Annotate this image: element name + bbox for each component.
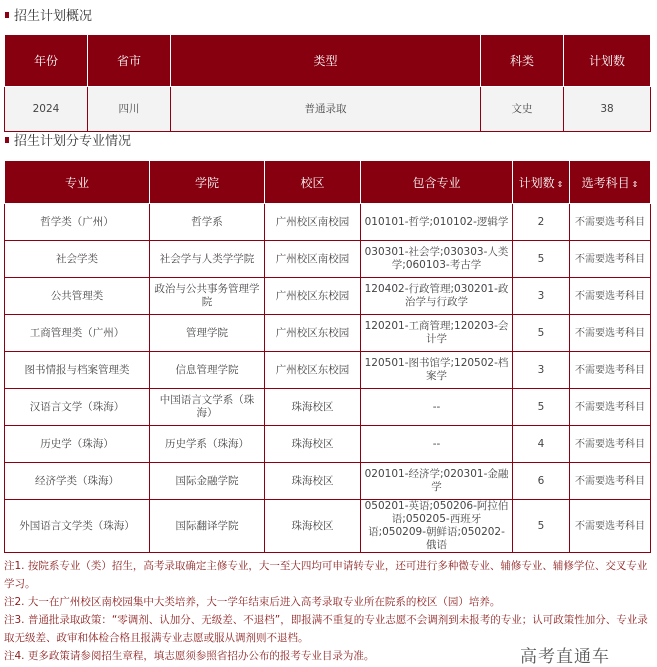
section-title-detail bbox=[5, 130, 131, 149]
cell-category: 文史 bbox=[481, 87, 564, 132]
cell-included-majors: -- bbox=[361, 389, 513, 426]
cell-campus: 广州校区东校园 bbox=[265, 315, 361, 352]
table-row bbox=[5, 278, 651, 315]
sort-icon[interactable]: ⇕ bbox=[631, 179, 639, 189]
cell-subjects: 不需要选考科目 bbox=[570, 204, 651, 241]
header-plan-count-sortable[interactable] bbox=[513, 161, 570, 204]
table-row bbox=[5, 352, 651, 389]
cell-subjects: 不需要选考科目 bbox=[570, 389, 651, 426]
cell-subjects: 不需要选考科目 bbox=[570, 315, 651, 352]
section-title-text: 招生计划概况 bbox=[14, 9, 93, 24]
overview-table bbox=[4, 34, 651, 132]
note-4: 注4. 更多政策请参阅招生章程，填志愿须参照省招办公布的报考专业目录为准。 bbox=[4, 650, 375, 662]
major-plan-table bbox=[4, 160, 651, 553]
section-title-overview bbox=[5, 5, 92, 24]
cell-plan-count: 3 bbox=[513, 278, 570, 315]
cell-subjects: 不需要选考科目 bbox=[570, 278, 651, 315]
cell-college: 历史学系（珠海） bbox=[150, 426, 265, 463]
cell-college: 中国语言文学系（珠海） bbox=[150, 389, 265, 426]
cell-campus: 广州校区东校园 bbox=[265, 278, 361, 315]
table-row bbox=[5, 463, 651, 500]
cell-subjects: 不需要选考科目 bbox=[570, 500, 651, 553]
table-row bbox=[5, 389, 651, 426]
table-row bbox=[5, 426, 651, 463]
cell-campus: 珠海校区 bbox=[265, 463, 361, 500]
header-college: 学院 bbox=[150, 161, 265, 204]
cell-plan-count: 5 bbox=[513, 315, 570, 352]
table-row bbox=[5, 500, 651, 553]
cell-included-majors: 020101-经济学;020301-金融学 bbox=[361, 463, 513, 500]
cell-college: 哲学系 bbox=[150, 204, 265, 241]
cell-major: 外国语言文学类（珠海） bbox=[5, 500, 150, 553]
table-row bbox=[5, 315, 651, 352]
header-year: 年份 bbox=[5, 35, 88, 87]
cell-college: 国际金融学院 bbox=[150, 463, 265, 500]
cell-included-majors: 030301-社会学;030303-人类学;060103-考古学 bbox=[361, 241, 513, 278]
note-3: 注3. 普通批录取政策：“零调剂、认加分、无级差、不退档”，即报满不重复的专业志愿不会调剂到未报考的专业；认可政策性加分、专业录取无级差、政审和体检合格且报满专业志愿或服从调剂则不退档。 bbox=[4, 614, 648, 644]
cell-plan-count: 4 bbox=[513, 426, 570, 463]
cell-plan-count: 38 bbox=[564, 87, 651, 132]
cell-major: 历史学（珠海） bbox=[5, 426, 150, 463]
note-1: 注1. 按院系专业（类）招生，高考录取确定主修专业，大一至大四均可申请转专业，还可进行多种微专业、辅修专业、辅修学位、交叉专业学习。 bbox=[4, 560, 648, 590]
cell-included-majors: -- bbox=[361, 426, 513, 463]
header-major: 专业 bbox=[5, 161, 150, 204]
cell-campus: 广州校区南校园 bbox=[265, 204, 361, 241]
note-2: 注2. 大一在广州校区南校园集中大类培养，大一学年结束后进入高考录取专业所在院系的校区（园）培养。 bbox=[4, 596, 501, 608]
cell-subjects: 不需要选考科目 bbox=[570, 352, 651, 389]
cell-plan-count: 5 bbox=[513, 389, 570, 426]
cell-major: 公共管理类 bbox=[5, 278, 150, 315]
cell-major: 汉语言文学（珠海） bbox=[5, 389, 150, 426]
cell-subjects: 不需要选考科目 bbox=[570, 241, 651, 278]
cell-college: 政治与公共事务管理学院 bbox=[150, 278, 265, 315]
cell-type: 普通录取 bbox=[171, 87, 481, 132]
header-province: 省市 bbox=[88, 35, 171, 87]
cell-plan-count: 6 bbox=[513, 463, 570, 500]
cell-plan-count: 3 bbox=[513, 352, 570, 389]
cell-major: 社会学类 bbox=[5, 241, 150, 278]
header-subjects-sortable[interactable] bbox=[570, 161, 651, 204]
section-title-text: 招生计划分专业情况 bbox=[14, 134, 132, 149]
header-category: 科类 bbox=[481, 35, 564, 87]
cell-subjects: 不需要选考科目 bbox=[570, 426, 651, 463]
table-header-row bbox=[5, 35, 651, 87]
cell-campus: 珠海校区 bbox=[265, 389, 361, 426]
watermark: 高考直通车 bbox=[520, 647, 610, 667]
cell-subjects: 不需要选考科目 bbox=[570, 463, 651, 500]
cell-included-majors: 120402-行政管理;030201-政治学与行政学 bbox=[361, 278, 513, 315]
table-row bbox=[5, 241, 651, 278]
cell-major: 工商管理类（广州） bbox=[5, 315, 150, 352]
cell-campus: 广州校区东校园 bbox=[265, 352, 361, 389]
table-header-row bbox=[5, 161, 651, 204]
cell-included-majors: 050201-英语;050206-阿拉伯语;050205-西班牙语;050209-朝鲜语;050202-俄语 bbox=[361, 500, 513, 553]
cell-included-majors: 120501-图书馆学;120502-档案学 bbox=[361, 352, 513, 389]
header-type: 类型 bbox=[171, 35, 481, 87]
cell-college: 国际翻译学院 bbox=[150, 500, 265, 553]
bullet-icon bbox=[5, 137, 9, 143]
bullet-icon bbox=[5, 12, 9, 18]
cell-campus: 广州校区南校园 bbox=[265, 241, 361, 278]
cell-major: 图书情报与档案管理类 bbox=[5, 352, 150, 389]
table-row bbox=[5, 87, 651, 132]
header-label: 计划数 bbox=[518, 175, 555, 190]
cell-campus: 珠海校区 bbox=[265, 500, 361, 553]
cell-plan-count: 5 bbox=[513, 500, 570, 553]
cell-college: 社会学与人类学学院 bbox=[150, 241, 265, 278]
sort-icon[interactable]: ⇕ bbox=[556, 179, 564, 189]
header-label: 选考科目 bbox=[581, 175, 630, 190]
header-campus: 校区 bbox=[265, 161, 361, 204]
cell-major: 经济学类（珠海） bbox=[5, 463, 150, 500]
cell-college: 信息管理学院 bbox=[150, 352, 265, 389]
cell-plan-count: 2 bbox=[513, 204, 570, 241]
header-plan-count: 计划数 bbox=[564, 35, 651, 87]
cell-college: 管理学院 bbox=[150, 315, 265, 352]
cell-included-majors: 120201-工商管理;120203-会计学 bbox=[361, 315, 513, 352]
cell-campus: 珠海校区 bbox=[265, 426, 361, 463]
cell-plan-count: 5 bbox=[513, 241, 570, 278]
cell-major: 哲学类（广州） bbox=[5, 204, 150, 241]
cell-year: 2024 bbox=[5, 87, 88, 132]
cell-included-majors: 010101-哲学;010102-逻辑学 bbox=[361, 204, 513, 241]
cell-province: 四川 bbox=[88, 87, 171, 132]
header-included-majors: 包含专业 bbox=[361, 161, 513, 204]
table-row bbox=[5, 204, 651, 241]
